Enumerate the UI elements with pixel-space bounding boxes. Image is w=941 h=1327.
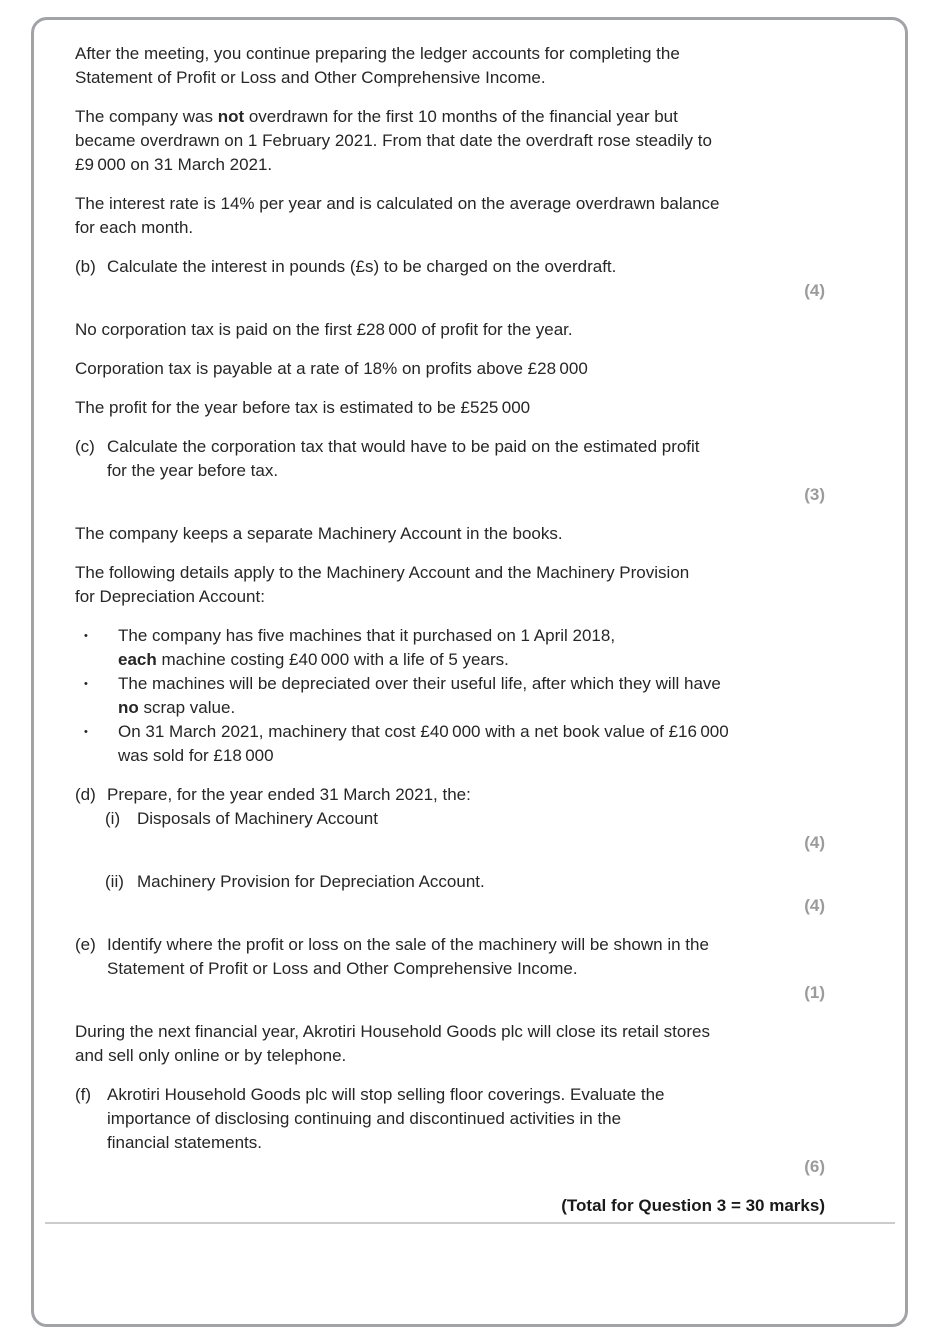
bold-word: not — [217, 107, 245, 126]
question-d-ii — [105, 870, 825, 894]
paragraph-line: The profit for the year before tax is estimated to be £525 000 — [75, 398, 531, 417]
profit-estimate-paragraph — [75, 396, 825, 420]
footer-divider — [45, 1222, 895, 1224]
question-d — [75, 783, 825, 807]
bullet-icon: • — [84, 630, 88, 642]
question-d-i-text — [137, 807, 825, 831]
bullet-icon: • — [84, 726, 88, 738]
question-d-i-marks: (4) — [804, 833, 825, 852]
question-d-ii-text — [137, 870, 825, 894]
corporation-tax-free-paragraph — [75, 318, 825, 342]
question-b-marks: (4) — [804, 281, 825, 300]
question-c-marks: (3) — [804, 485, 825, 504]
question-d-ii-marks: (4) — [804, 896, 825, 915]
list-item-line: On 31 March 2021, machinery that cost £40 000 with a net book value of £16 000 — [118, 722, 729, 741]
question-line: Machinery Provision for Depreciation Account. — [137, 872, 485, 891]
paragraph-line: The company keeps a separate Machinery Account in the books. — [75, 524, 563, 543]
machinery-account-paragraph — [75, 522, 825, 546]
question-d-ii-label: (ii) — [105, 872, 124, 891]
question-e — [75, 933, 825, 981]
paragraph-line: The company was — [75, 107, 218, 126]
machinery-details-list — [75, 624, 825, 768]
intro-paragraph — [75, 42, 825, 90]
paragraph-line: for each month. — [75, 218, 194, 237]
question-e-label: (e) — [75, 935, 96, 954]
list-item-line: was sold for £18 000 — [118, 746, 274, 765]
list-item-line: scrap value. — [138, 698, 236, 717]
question-body — [75, 42, 825, 1224]
question-d-text — [107, 783, 825, 807]
paragraph-line: During the next financial year, Akrotiri Household Goods plc will close its retail stores — [75, 1022, 710, 1041]
next-year-paragraph — [75, 1020, 825, 1068]
question-e-marks: (1) — [804, 983, 825, 1002]
question-line: Identify where the profit or loss on the sale of the machinery will be shown in the — [107, 935, 709, 954]
question-f-text — [107, 1083, 825, 1155]
question-b-text — [107, 255, 825, 279]
list-item-line: machine costing £40 000 with a life of 5 years. — [156, 650, 509, 669]
bold-word: no — [118, 698, 139, 717]
list-item-line: The machines will be depreciated over their useful life, after which they will have — [118, 674, 721, 693]
question-line: financial statements. — [107, 1133, 262, 1152]
paragraph-line: became overdrawn on 1 February 2021. From that date the overdraft rose steadily to — [75, 131, 712, 150]
list-item — [75, 672, 825, 720]
question-c — [75, 435, 825, 483]
interest-rate-paragraph — [75, 192, 825, 240]
question-f-label: (f) — [75, 1085, 92, 1104]
bold-word: each — [118, 650, 157, 669]
question-line: Calculate the corporation tax that would have to be paid on the estimated profit — [107, 437, 700, 456]
total-marks: (Total for Question 3 = 30 marks) — [561, 1196, 825, 1215]
paragraph-line: £9 000 on 31 March 2021. — [75, 155, 273, 174]
paragraph-line: overdrawn for the first 10 months of the financial year but — [244, 107, 678, 126]
question-d-label: (d) — [75, 785, 96, 804]
corporation-tax-rate-paragraph — [75, 357, 825, 381]
question-f-marks: (6) — [804, 1157, 825, 1176]
overdraft-paragraph — [75, 105, 825, 177]
paragraph-line: Statement of Profit or Loss and Other Comprehensive Income. — [75, 68, 546, 87]
question-line: for the year before tax. — [107, 461, 279, 480]
paragraph-line: After the meeting, you continue preparing the ledger accounts for completing the — [75, 44, 680, 63]
question-line: Disposals of Machinery Account — [137, 809, 378, 828]
paragraph-line: The interest rate is 14% per year and is calculated on the average overdrawn balance — [75, 194, 720, 213]
question-line: importance of disclosing continuing and discontinued activities in the — [107, 1109, 622, 1128]
paragraph-line: The following details apply to the Machinery Account and the Machinery Provision — [75, 563, 690, 582]
paragraph-line: Corporation tax is payable at a rate of 18% on profits above £28 000 — [75, 359, 588, 378]
question-e-text — [107, 933, 825, 981]
paragraph-line: and sell only online or by telephone. — [75, 1046, 347, 1065]
question-line: Prepare, for the year ended 31 March 2021, the: — [107, 785, 471, 804]
question-b-label: (b) — [75, 257, 96, 276]
list-item — [75, 720, 825, 768]
list-item — [75, 624, 825, 672]
list-item-line: The company has five machines that it purchased on 1 April 2018, — [118, 626, 616, 645]
question-c-text — [107, 435, 825, 483]
question-b — [75, 255, 825, 279]
paragraph-line: for Depreciation Account: — [75, 587, 265, 606]
bullet-icon: • — [84, 678, 88, 690]
question-c-label: (c) — [75, 437, 95, 456]
details-intro-paragraph — [75, 561, 825, 609]
paragraph-line: No corporation tax is paid on the first £28 000 of profit for the year. — [75, 320, 573, 339]
question-line: Calculate the interest in pounds (£s) to be charged on the overdraft. — [107, 257, 617, 276]
question-line: Statement of Profit or Loss and Other Comprehensive Income. — [107, 959, 578, 978]
question-line: Akrotiri Household Goods plc will stop selling floor coverings. Evaluate the — [107, 1085, 665, 1104]
question-d-i-label: (i) — [105, 809, 121, 828]
question-f — [75, 1083, 825, 1155]
question-d-i — [105, 807, 825, 831]
